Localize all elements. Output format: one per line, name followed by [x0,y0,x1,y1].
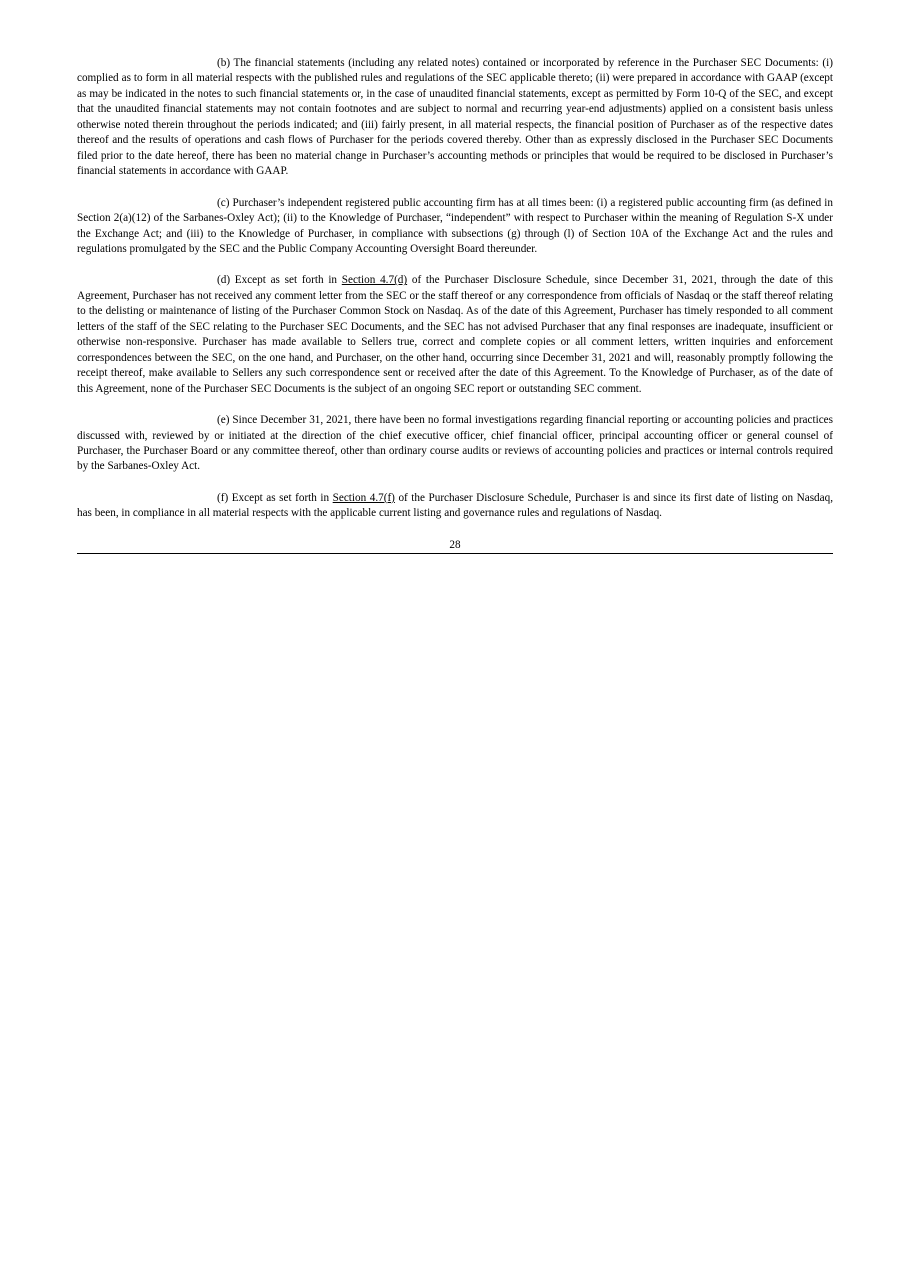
paragraph-b: (b) The financial statements (including any related notes) contained or incorporated by reference in the Purchaser SEC Documents: (i) complied as to form in all material respects with the published rules and regulations of the SEC applicable thereto; (ii) were prepared in accordance with GAAP (except as may be indicated in the notes to such financial statements or, in the case of unaudited financial statements, except as permitted by Form 10-Q of the SEC, and except that the unaudited financial statements may not contain footnotes and are subject to normal and recurring year-end adjustments) applied on a consistent basis unless otherwise noted therein throughout the periods indicated; and (iii) fairly present, in all material respects, the financial position of Purchaser as of the respective dates thereof and the results of operations and cash flows of Purchaser for the periods covered thereby. Other than as expressly disclosed in the Purchaser SEC Documents filed prior to the date hereof, there has been no material change in Purchaser’s accounting methods or principles that would be required to be disclosed in Purchaser’s financial statements in accordance with GAAP. [77,57,833,178]
paragraph-c: (c) Purchaser’s independent registered public accounting firm has at all times been: (i) a registered public accounting firm (as defined in Section 2(a)(12) of the Sarbanes-Oxley Act); (ii) to the Knowledge of Purchaser, “independent” with respect to Purchaser within the meaning of Regulation S-X under the Exchange Act; and (iii) to the Knowledge of Purchaser, in compliance with subsections (g) through (l) of Section 10A of the Exchange Act and the rules and regulations promulgated by the SEC and the Public Company Accounting Oversight Board thereunder. [77,196,833,255]
paragraph-d [77,273,833,397]
section-4-7-d-reference: Section 4.7(d) [341,274,408,287]
section-4-7-f-reference: Section 4.7(f) [332,491,395,504]
paragraph-f-lead: (f) Except as set forth in [217,491,333,504]
paragraph-d-body: of the Purchaser Disclosure Schedule, since December 31, 2021, through the date of this Agreement, Purchaser has not received any comment letter from the SEC or the staff thereof or any correspondence from officials of Nasdaq or the staff thereof relating to the delisting or maintenance of listing of the Purchaser Common Stock on Nasdaq. As of the date of this Agreement, Purchaser has timely responded to all comment letters of the staff of the SEC relating to the Purchaser SEC Documents, and the SEC has not advised Purchaser that any final responses are inadequate, insufficient or otherwise non-responsive. Purchaser has made available to Sellers true, correct and complete copies or all comment letters, written inquiries and enforcement correspondences between the SEC, on the one hand, and Purchaser, on the other hand, occurring since December 31, 2021 and will, reasonably promptly following the receipt thereof, make available to Sellers any such correspondence sent or received after the date of this Agreement. To the Knowledge of Purchaser, as of the date of this Agreement, none of the Purchaser SEC Documents is the subject of an ongoing SEC report or outstanding SEC comment. [77,274,833,395]
paragraph-f-body: of the Purchaser Disclosure Schedule, Purchaser is and since its first date of listing on Nasdaq, has been, in compliance in all material respects with the applicable current listing and governance rules and regulations of Nasdaq. [77,491,834,520]
paragraph-d-lead: (d) Except as set forth in [217,274,342,287]
footer-rule [77,553,833,554]
document-page [77,56,833,554]
paragraph-f [77,491,833,522]
paragraph-e: (e) Since December 31, 2021, there have been no formal investigations regarding financial reporting or accounting policies and practices discussed with, reviewed by or initiated at the direction of the chief executive officer, chief financial officer, principal accounting officer or general counsel of Purchaser, the Purchaser Board or any committee thereof, other than ordinary course audits or reviews of accounting policies and practices or internal controls required by the Sarbanes-Oxley Act. [77,414,833,473]
page-number: 28 [449,538,461,551]
